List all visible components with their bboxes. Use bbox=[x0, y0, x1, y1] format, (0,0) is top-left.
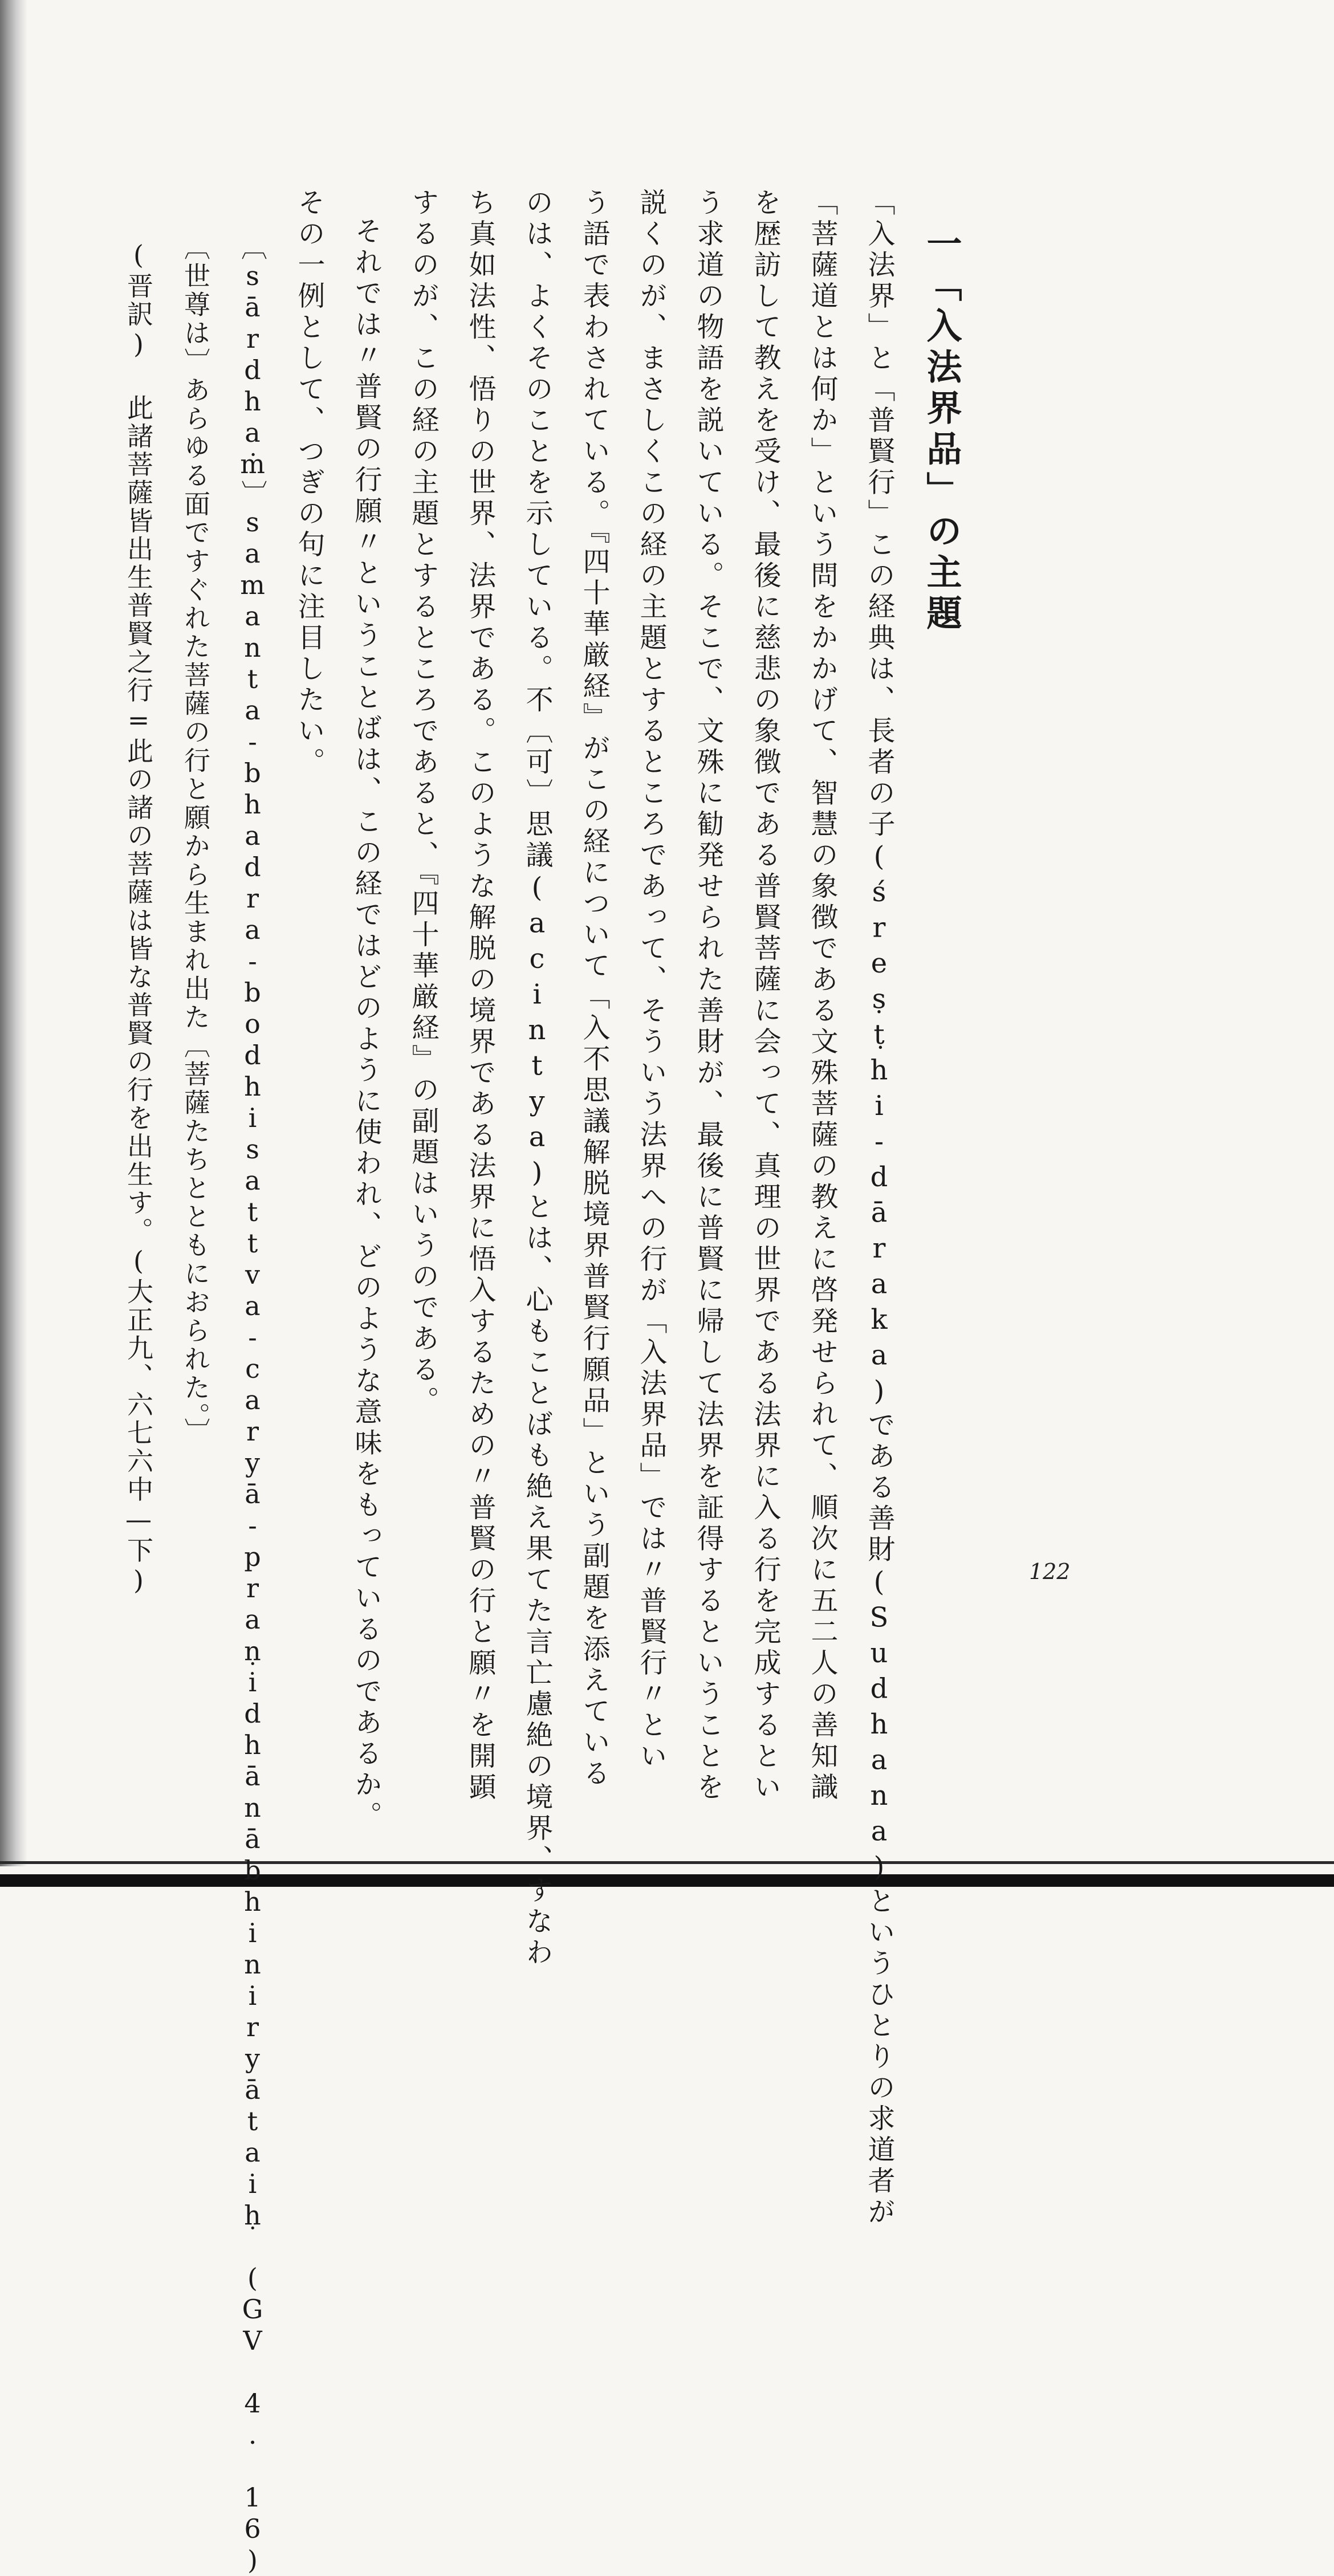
body-line-7: のは、よくそのことを示している。不〔可〕思議(acintya)とは、心もことばも絶え果てた言亡慮絶の境界、すなわ bbox=[521, 188, 553, 1969]
body-line-4: う求道の物語を説いている。そこで、文殊に勧発せられた善財が、最後に普賢に帰して法界を証得するということを bbox=[692, 188, 724, 1804]
scan-shadow-left bbox=[0, 0, 27, 1887]
body-line-3: を歴訪して教えを受け、最後に慈悲の象徴である普賢菩薩に会って、真理の世界である法界に入る行を完成するとい bbox=[749, 188, 781, 1804]
body-line-11: その一例として、つぎの句に注目したい。 bbox=[293, 188, 325, 779]
body-line-5: 説くのが、まさしくこの経の主題とするところであって、そういう法界への行が「入法界品」では〃普賢行〃とい bbox=[635, 188, 667, 1773]
section-heading: 一「入法界品」の主題 bbox=[921, 225, 962, 636]
body-line-9: するのが、この経の主題とするところであると、『四十華厳経』の副題はいうのである。 bbox=[407, 188, 439, 1417]
page-number: 122 bbox=[1029, 1559, 1071, 1584]
scan-gap-bottom bbox=[0, 1866, 1334, 1874]
body-line-6: う語で表わされている。『四十華厳経』がこの経について「入不思議解脱境界普賢行願品」という副題を添えている bbox=[578, 188, 610, 1790]
scan-rule-bottom bbox=[0, 1861, 1334, 1864]
body-line-2: 「菩薩道とは何か」という問をかかげて、智慧の象徴である文殊菩薩の教えに啓発せられて、順次に五二人の善知識 bbox=[806, 188, 838, 1804]
example-japanese: 〔世尊は〕あらゆる面ですぐれた菩薩の行と願から生まれ出た〔菩薩たちとともにおられた。〕 bbox=[180, 234, 211, 1446]
scan-edge-bottom bbox=[0, 1874, 1334, 1887]
example-sanskrit: 〔sārdhaṁ〕samanta-bhadra-bodhisattva-caryā-praṇidhānābhiniryātaiḥ (GV 4. 16) bbox=[237, 234, 268, 2576]
example-chinese: (晋訳) 此諸菩薩皆出生普賢之行=此の諸の菩薩は皆な普賢の行を出生す。(大正九、六七六中—下) bbox=[123, 239, 154, 1598]
body-line-10: それでは〃普賢の行願〃ということばは、この経ではどのように使われ、どのような意味をもっているのであるか。 bbox=[350, 217, 382, 1832]
body-line-1: 「入法界」と「普賢行」この経典は、長者の子(śreṣṭhi-dāraka)である善財(Sudhana)というひとりの求道者が bbox=[863, 188, 895, 2228]
body-line-8: ち真如法性、悟りの世界、法界である。このような解脱の境界である法界に悟入するための〃普賢の行と願〃を開顕 bbox=[464, 188, 496, 1804]
